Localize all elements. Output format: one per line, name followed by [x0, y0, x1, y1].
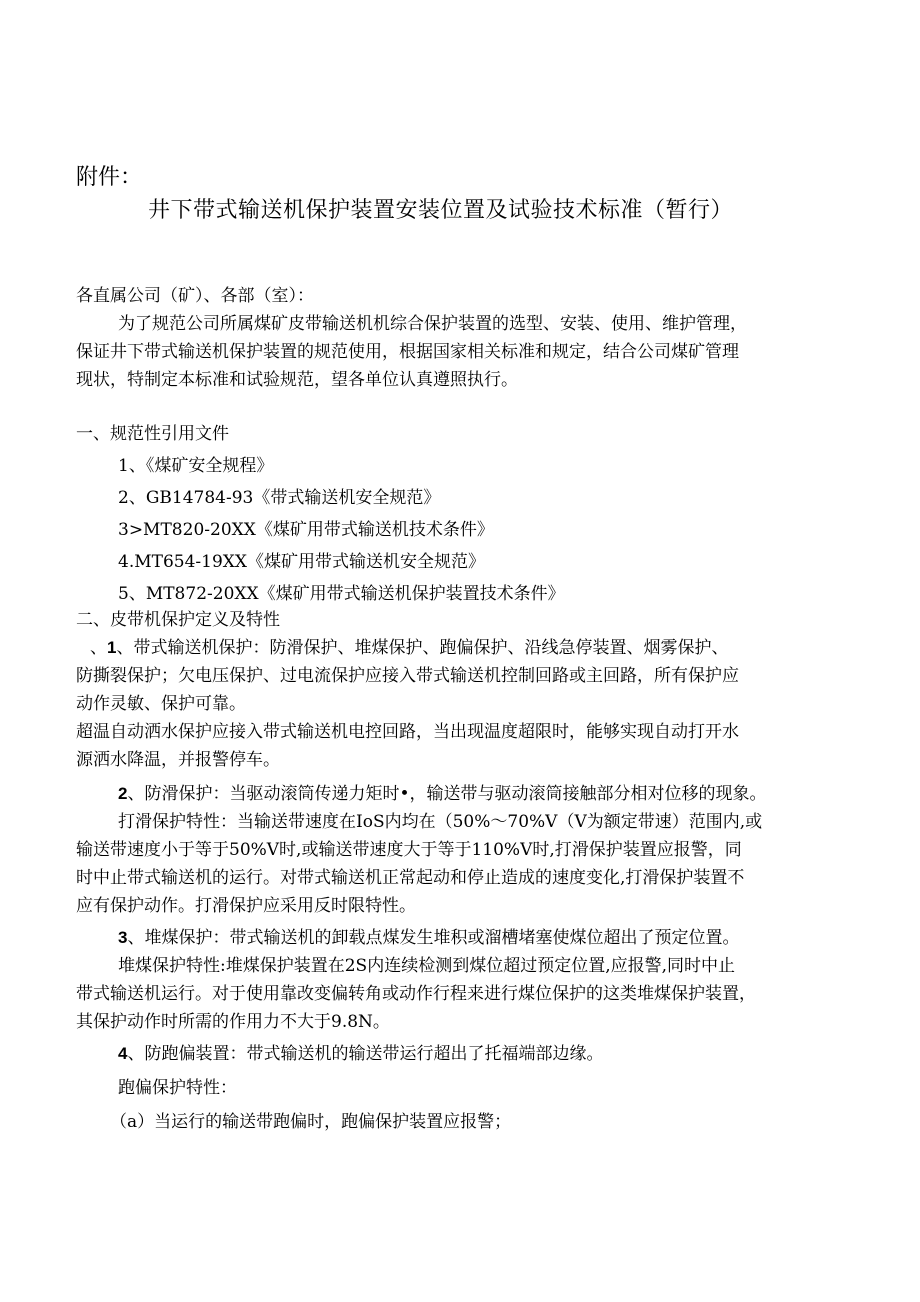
reference-item-5: 5、MT872-20XX《煤矿用带式输送机保护装置技术条件》 [118, 584, 565, 604]
item-1-line-2: 防撕裂保护；欠电压保护、过电流保护应接入带式输送机控制回路或主回路，所有保护应 [76, 666, 739, 686]
item-4-text: 、防跑偏装置：带式输送机的输送带运行超出了托福端部边缘。 [127, 1044, 604, 1064]
item-1-line-4: 超温自动洒水保护应接入带式输送机电控回路，当出现温度超限时，能够实现自动打开水 [76, 722, 739, 742]
item-1-text: 、带式输送机保护：防滑保护、堆煤保护、跑偏保护、沿线急停装置、烟雾保护、 [116, 638, 729, 658]
item-4-first-line [118, 1043, 603, 1065]
item-3-spec-line-3: 其保护动作时所需的作用力不大于9.8N。 [76, 1012, 390, 1032]
intro-line-2: 保证井下带式输送机保护装置的规范使用，根据国家相关标准和规定，结合公司煤矿管理 [76, 342, 739, 362]
item-1-number: 1 [107, 638, 117, 657]
section-2-heading: 二、皮带机保护定义及特性 [76, 610, 280, 630]
item-1-line-5: 源洒水降温，并报警停车。 [76, 750, 280, 770]
intro-line-3: 现状，特制定本标准和试验规范，望各单位认真遵照执行。 [76, 370, 518, 390]
item-4-spec-a: （a）当运行的输送带跑偏时，跑偏保护装置应报警； [110, 1112, 512, 1132]
reference-item-1: 1、《煤矿安全规程》 [118, 456, 274, 476]
item-1-first-line [90, 637, 728, 659]
document-title: 井下带式输送机保护装置安装位置及试验技术标准（暂行） [148, 198, 734, 223]
item-2-number: 2 [118, 784, 128, 803]
reference-item-3: 3>MT820-20XX《煤矿用带式输送机技术条件》 [118, 520, 494, 540]
item-1-prefix: 、 [90, 638, 107, 658]
item-4-number: 4 [118, 1044, 128, 1063]
annex-label: 附件： [76, 165, 143, 190]
item-2-spec-line-2: 输送带速度小于等于50%V时,或输送带速度大于等于110%V时,打滑保护装置应报警，同 [76, 840, 742, 860]
item-4-spec-heading: 跑偏保护特性： [118, 1078, 237, 1098]
item-3-number: 3 [118, 928, 128, 947]
section-1-heading: 一、规范性引用文件 [76, 424, 229, 444]
item-2-spec-line-1: 打滑保护特性：当输送带速度在IoS内均在（50%～70%V（V为额定带速）范围内,或 [118, 812, 763, 832]
intro-line-1: 为了规范公司所属煤矿皮带输送机机综合保护装置的选型、安装、使用、维护管理， [118, 314, 747, 334]
item-3-spec-line-2: 带式输送机运行。对于使用靠改变偏转角或动作行程来进行煤位保护的这类堆煤保护装置， [76, 984, 756, 1004]
reference-item-4: 4.MT654-19XX《煤矿用带式输送机安全规范》 [118, 552, 485, 572]
item-2-text: 、防滑保护：当驱动滚筒传递力矩时•，输送带与驱动滚筒接触部分相对位移的现象。 [127, 784, 767, 804]
item-3-spec-line-1: 堆煤保护特性:堆煤保护装置在2S内连续检测到煤位超过预定位置,应报警,同时中止 [118, 956, 735, 976]
item-3-text: 、堆煤保护：带式输送机的卸载点煤发生堆积或溜槽堵塞使煤位超出了预定位置。 [127, 928, 740, 948]
item-2-spec-line-3: 时中止带式输送机的运行。对带式输送机正常起动和停止造成的速度变化,打滑保护装置不 [76, 868, 745, 888]
item-2-spec-line-4: 应有保护动作。打滑保护应采用反时限特性。 [76, 896, 416, 916]
item-2-first-line [118, 783, 767, 805]
item-1-line-3: 动作灵敏、保护可靠。 [76, 694, 246, 714]
reference-item-2: 2、GB14784-93《带式输送机安全规范》 [118, 488, 441, 508]
salutation: 各直属公司（矿）、各部（室）： [76, 286, 314, 306]
item-3-first-line [118, 927, 739, 949]
